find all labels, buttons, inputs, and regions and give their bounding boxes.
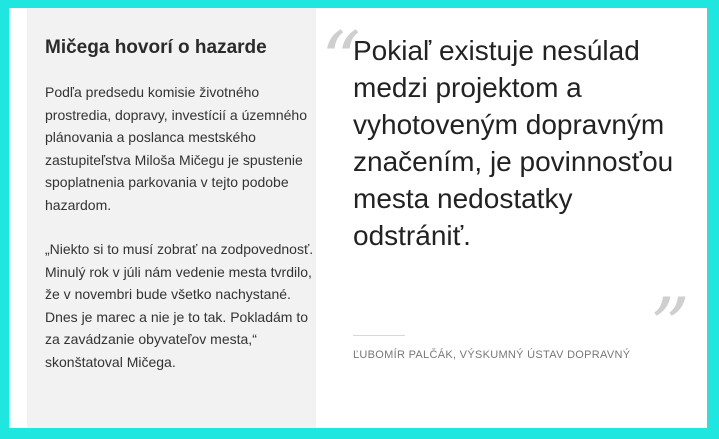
pullquote-text: Pokiaľ existuje nesúlad medzi projektom a vyhotoveným dopravným značením, je povinnosťou mesta nedostatky odstrániť. bbox=[353, 35, 674, 251]
close-quote-icon: ” bbox=[650, 282, 690, 372]
divider bbox=[353, 335, 405, 336]
open-quote-icon: “ bbox=[321, 16, 361, 106]
pullquote-attribution: ĽUBOMÍR PALČÁK, VÝSKUMNÝ ÚSTAV DOPRAVNÝ bbox=[353, 349, 631, 361]
article-paragraph-1: Podľa predsedu komisie životného prostredia, dopravy, investícií a územného plánovania a poslanca mestského zastupiteľstva Miloša Mičegu je spustenie spoplatnenia parkovania v tejto podobe hazardom. bbox=[45, 84, 307, 213]
article-heading: Mičega hovorí o hazarde bbox=[45, 37, 267, 58]
article-sidebar bbox=[27, 8, 316, 428]
article-paragraph-2: „Niekto si to musí zobrať na zodpovednosť. Minulý rok v júli nám vedenie mesta tvrdilo, že v novembri bude všetko nachystané. Dnes je marec a nie je to tak. Pokladám to za zavádzanie obyvateľov mesta,“ skonštatoval Mičega. bbox=[45, 241, 314, 370]
content-frame bbox=[9, 8, 707, 428]
